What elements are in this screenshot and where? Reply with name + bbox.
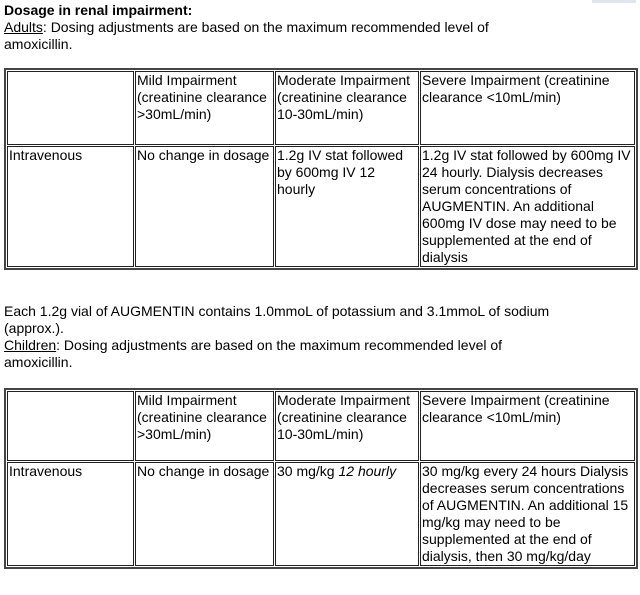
- header-cell: Mild Impairment (creatinine clearance >30mL/min): [135, 71, 274, 145]
- adults-paragraph: [4, 19, 544, 53]
- moderate-cell: 1.2g IV stat followed by 600mg IV 12 hourly: [275, 146, 419, 267]
- severe-cell: 30 mg/kg every 24 hours Dialysis decreases serum concentrations of AUGMENTIN. An additional 15 mg/kg may need to be supplemented at the end of dialysis, then 30 mg/kg/day: [420, 462, 635, 566]
- dose-text: 30 mg/kg: [277, 463, 339, 479]
- header-cell: [7, 71, 134, 145]
- adults-text: : Dosing adjustments are based on the maximum recommended level of amoxicillin.: [4, 19, 489, 52]
- table-header-row: [7, 71, 635, 145]
- children-text: : Dosing adjustments are based on the maximum recommended level of amoxicillin.: [4, 337, 503, 370]
- header-cell: Moderate Impairment (creatinine clearance 10-30mL/min): [275, 391, 419, 461]
- note-paragraph: Each 1.2g vial of AUGMENTIN contains 1.0mmoL of potassium and 3.1mmoL of sodium (approx.).: [4, 303, 550, 336]
- header-cell: Mild Impairment (creatinine clearance >30mL/min): [135, 391, 274, 461]
- header-cell: Severe Impairment (creatinine clearance <10mL/min): [420, 71, 635, 145]
- children-label: Children: [4, 337, 57, 353]
- section-title: Dosage in renal impairment:: [4, 2, 193, 18]
- route-cell: Intravenous: [7, 146, 134, 267]
- table-header-row: [7, 391, 635, 461]
- header-cell: Severe Impairment (creatinine clearance <10mL/min): [420, 391, 635, 461]
- children-paragraph: [4, 337, 564, 371]
- severe-cell: 1.2g IV stat followed by 600mg IV 24 hourly. Dialysis decreases serum concentrations of AUGMENTIN. An additional 600mg IV dose may need to be supplemented at the end of dialysis: [420, 146, 635, 267]
- adults-label: Adults: [4, 19, 43, 35]
- moderate-cell: [275, 462, 419, 566]
- table-row: [7, 462, 635, 566]
- adults-dosage-table: [4, 68, 638, 270]
- mild-cell: No change in dosage: [135, 462, 274, 566]
- route-cell: Intravenous: [7, 462, 134, 566]
- mild-cell: No change in dosage: [135, 146, 274, 267]
- frequency-text: 12 hourly: [338, 463, 397, 479]
- table-row: [7, 146, 635, 267]
- header-cell: [7, 391, 134, 461]
- children-dosage-table: [4, 388, 638, 569]
- header-cell: Moderate Impairment (creatinine clearance 10-30mL/min): [275, 71, 419, 145]
